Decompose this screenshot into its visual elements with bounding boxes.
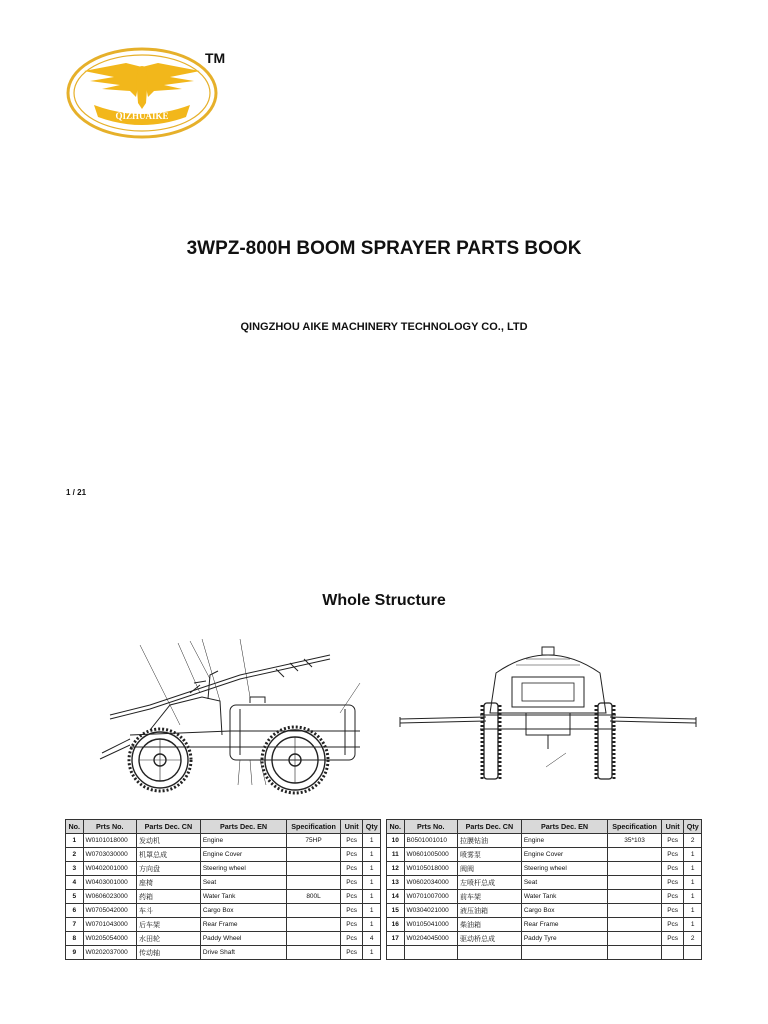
sprayer-front-view-drawing (396, 633, 700, 783)
cell-desc-cn: 左喷杆总成 (458, 876, 522, 890)
cell-specification (287, 918, 341, 932)
table-row (66, 904, 381, 918)
cell-no: 5 (66, 890, 84, 904)
cell-unit: Pcs (340, 904, 363, 918)
company-logo (66, 47, 218, 139)
cell-part-number: W0204045000 (404, 932, 458, 946)
header-desc-cn: Parts Dec. CN (137, 820, 201, 834)
cell-desc-en: Seat (521, 876, 607, 890)
cell-desc-en: Drive Shaft (200, 946, 286, 960)
cell-specification: 75HP (287, 834, 341, 848)
cell-desc-cn: 后车架 (137, 918, 201, 932)
cell-part-number: W0703030000 (83, 848, 137, 862)
header-desc-en: Parts Dec. EN (200, 820, 286, 834)
cell-qty: 1 (684, 904, 702, 918)
cell-desc-cn: 方向盘 (137, 862, 201, 876)
cell-desc-en: Paddy Tyre (521, 932, 607, 946)
cell-qty: 1 (363, 876, 381, 890)
cell-no: 6 (66, 904, 84, 918)
table-row (387, 848, 702, 862)
cell-unit: Pcs (661, 918, 684, 932)
cell-desc-en: Cargo Box (521, 904, 607, 918)
cell-part-number: W0701043000 (83, 918, 137, 932)
header-qty: Qty (363, 820, 381, 834)
cell-qty: 1 (363, 918, 381, 932)
cell-desc-en: Water Tank (200, 890, 286, 904)
header-specification: Specification (287, 820, 341, 834)
cell-unit: Pcs (661, 848, 684, 862)
table-row (66, 834, 381, 848)
cell-desc-cn: 药箱 (137, 890, 201, 904)
cell-specification (608, 932, 662, 946)
cell-no: 10 (387, 834, 405, 848)
cell-qty: 1 (684, 876, 702, 890)
table-row (387, 862, 702, 876)
table-row (387, 890, 702, 904)
cell-qty: 1 (363, 862, 381, 876)
cell-qty: 1 (684, 848, 702, 862)
cell-unit: Pcs (661, 904, 684, 918)
cell-desc-cn: 阀阀 (458, 862, 522, 876)
cell-qty: 1 (363, 890, 381, 904)
cell-no: 3 (66, 862, 84, 876)
cell-part-number: W0101018000 (83, 834, 137, 848)
cell-desc-cn: 柴油箱 (458, 918, 522, 932)
header-part-number: Prts No. (83, 820, 137, 834)
cell-desc-en (521, 946, 607, 960)
cell-specification (287, 848, 341, 862)
cell-qty: 1 (684, 890, 702, 904)
cell-unit: Pcs (340, 848, 363, 862)
header-no: No. (387, 820, 405, 834)
cell-desc-en: Seat (200, 876, 286, 890)
sprayer-side-view-drawing (90, 635, 372, 795)
table-header-row (66, 820, 381, 834)
cell-part-number: W0705042000 (83, 904, 137, 918)
cell-no: 1 (66, 834, 84, 848)
cell-specification: 800L (287, 890, 341, 904)
cell-desc-en: Steering wheel (200, 862, 286, 876)
cell-unit: Pcs (340, 834, 363, 848)
table-row (66, 932, 381, 946)
cell-desc-cn: 传动轴 (137, 946, 201, 960)
cell-no: 11 (387, 848, 405, 862)
table-row (387, 932, 702, 946)
table-row (66, 946, 381, 960)
logo-text: QIZHUAIKE (115, 111, 169, 121)
cell-desc-en: Water Tank (521, 890, 607, 904)
table-row (387, 904, 702, 918)
header-unit: Unit (661, 820, 684, 834)
cell-unit: Pcs (340, 918, 363, 932)
parts-table-right (386, 819, 702, 960)
cell-qty: 1 (363, 904, 381, 918)
cell-desc-cn: 喷雾泵 (458, 848, 522, 862)
cell-unit (661, 946, 684, 960)
cell-no: 16 (387, 918, 405, 932)
header-specification: Specification (608, 820, 662, 834)
cell-desc-cn: 拉膜钻油 (458, 834, 522, 848)
cell-qty: 1 (363, 848, 381, 862)
cell-desc-cn: 机罩总成 (137, 848, 201, 862)
cell-desc-en: Cargo Box (200, 904, 286, 918)
cell-desc-en: Rear Frame (200, 918, 286, 932)
header-desc-en: Parts Dec. EN (521, 820, 607, 834)
cell-desc-cn (458, 946, 522, 960)
cell-part-number: W0202037000 (83, 946, 137, 960)
section-title: Whole Structure (322, 592, 446, 609)
cell-unit: Pcs (661, 890, 684, 904)
header-part-number: Prts No. (404, 820, 458, 834)
table-row (387, 918, 702, 932)
cell-unit: Pcs (661, 862, 684, 876)
trademark-symbol: TM (205, 50, 226, 66)
cell-part-number: W0602034000 (404, 876, 458, 890)
table-row (66, 862, 381, 876)
cell-no: 13 (387, 876, 405, 890)
cell-unit: Pcs (340, 876, 363, 890)
cell-unit: Pcs (340, 890, 363, 904)
cell-specification (608, 890, 662, 904)
cell-desc-cn: 液压油箱 (458, 904, 522, 918)
table-header-row (387, 820, 702, 834)
table-row (66, 876, 381, 890)
cell-unit: Pcs (340, 946, 363, 960)
cell-qty (684, 946, 702, 960)
cell-desc-en: Engine Cover (521, 848, 607, 862)
cell-desc-cn: 驱动桥总成 (458, 932, 522, 946)
cell-part-number: W0205054000 (83, 932, 137, 946)
table-row (387, 946, 702, 960)
cell-unit: Pcs (340, 862, 363, 876)
cell-part-number: W0403001000 (83, 876, 137, 890)
cell-part-number: W0304021000 (404, 904, 458, 918)
cell-qty: 2 (684, 834, 702, 848)
cell-part-number: W0105018000 (404, 862, 458, 876)
table-row (387, 876, 702, 890)
header-no: No. (66, 820, 84, 834)
cell-specification (287, 862, 341, 876)
cell-no: 17 (387, 932, 405, 946)
cell-part-number: W0606023000 (83, 890, 137, 904)
cell-qty: 1 (684, 862, 702, 876)
cell-qty: 1 (363, 946, 381, 960)
header-desc-cn: Parts Dec. CN (458, 820, 522, 834)
cell-desc-cn: 座椅 (137, 876, 201, 890)
cell-desc-cn: 水田轮 (137, 932, 201, 946)
document-title: 3WPZ-800H BOOM SPRAYER PARTS BOOK (186, 238, 582, 259)
cell-no: 12 (387, 862, 405, 876)
cell-unit: Pcs (661, 876, 684, 890)
cell-specification (608, 862, 662, 876)
table-row (66, 890, 381, 904)
cell-qty: 1 (363, 834, 381, 848)
table-row (66, 848, 381, 862)
cell-specification (608, 848, 662, 862)
cell-qty: 1 (684, 918, 702, 932)
cell-part-number (404, 946, 458, 960)
cell-qty: 4 (363, 932, 381, 946)
cell-desc-cn: 车斗 (137, 904, 201, 918)
cell-unit: Pcs (661, 932, 684, 946)
header-qty: Qty (684, 820, 702, 834)
cell-no: 7 (66, 918, 84, 932)
cell-desc-en: Steering wheel (521, 862, 607, 876)
cell-desc-en: Engine (521, 834, 607, 848)
cell-part-number: B0501001010 (404, 834, 458, 848)
table-row (66, 918, 381, 932)
cell-specification (287, 932, 341, 946)
cell-specification (608, 946, 662, 960)
company-name: QINGZHOU AIKE MACHINERY TECHNOLOGY CO., LTD (240, 321, 528, 333)
cell-no (387, 946, 405, 960)
cell-desc-cn: 发动机 (137, 834, 201, 848)
cell-part-number: W0701007000 (404, 890, 458, 904)
cell-no: 4 (66, 876, 84, 890)
cell-unit: Pcs (340, 932, 363, 946)
cell-no: 8 (66, 932, 84, 946)
cell-part-number: W0402001000 (83, 862, 137, 876)
cell-specification (608, 904, 662, 918)
cell-specification (287, 904, 341, 918)
cell-desc-en: Paddy Wheel (200, 932, 286, 946)
cell-no: 14 (387, 890, 405, 904)
page-number: 1 / 21 (66, 488, 87, 497)
parts-table-left (65, 819, 381, 960)
cell-specification (608, 918, 662, 932)
cell-specification (287, 876, 341, 890)
cell-no: 2 (66, 848, 84, 862)
cell-part-number: W0105041000 (404, 918, 458, 932)
cell-specification (608, 876, 662, 890)
cell-desc-en: Engine Cover (200, 848, 286, 862)
cell-desc-cn: 前车架 (458, 890, 522, 904)
cell-qty: 2 (684, 932, 702, 946)
cell-part-number: W0601005000 (404, 848, 458, 862)
header-unit: Unit (340, 820, 363, 834)
cell-specification: 35*103 (608, 834, 662, 848)
cell-no: 15 (387, 904, 405, 918)
cell-no: 9 (66, 946, 84, 960)
cell-unit: Pcs (661, 834, 684, 848)
table-row (387, 834, 702, 848)
cell-desc-en: Engine (200, 834, 286, 848)
cell-desc-en: Rear Frame (521, 918, 607, 932)
cell-specification (287, 946, 341, 960)
